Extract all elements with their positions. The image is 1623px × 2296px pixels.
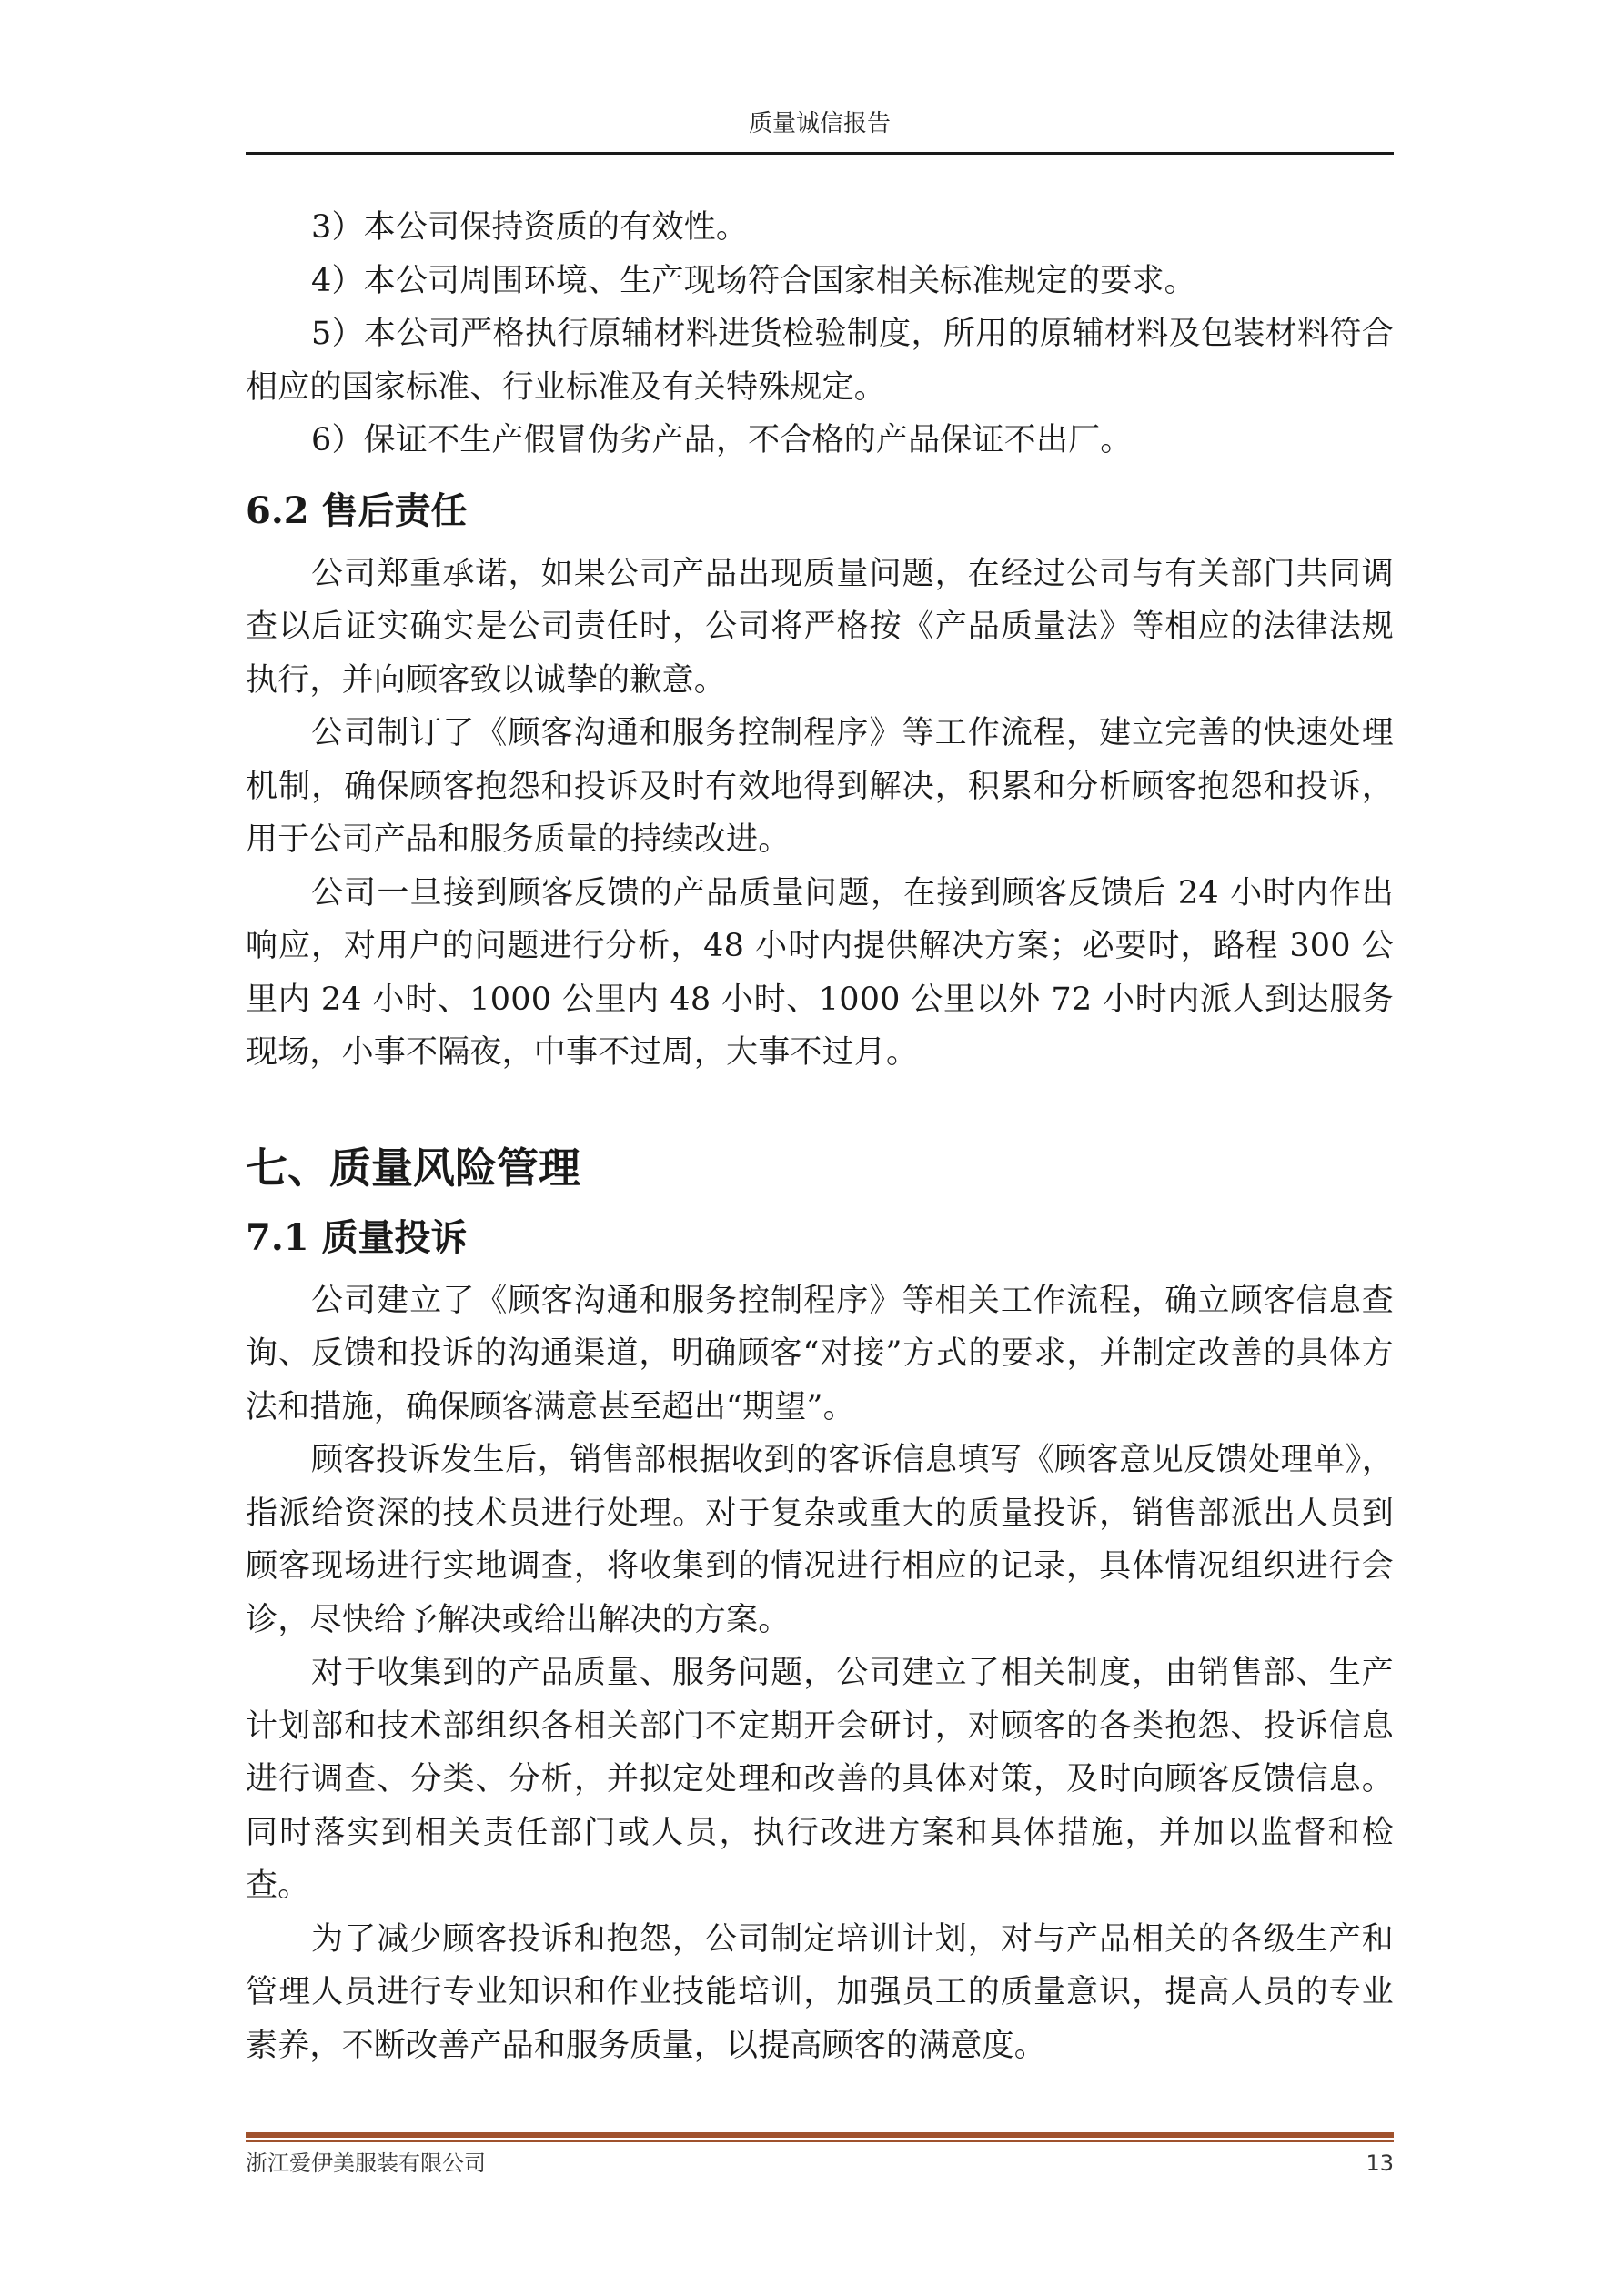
- section-heading-7-1: 7.1 质量投诉: [246, 1215, 468, 1259]
- paragraph: 公司制订了《顾客沟通和服务控制程序》等工作流程，建立完善的快速处理机制，确保顾客抱怨和投诉及时有效地得到解决，积累和分析顾客抱怨和投诉，用于公司产品和服务质量的持续改进。: [246, 715, 1394, 858]
- section-heading-6-2: 6.2 售后责任: [246, 488, 468, 532]
- paragraph: 公司建立了《顾客沟通和服务控制程序》等相关工作流程，确立顾客信息查询、反馈和投诉的沟通渠道，明确顾客“对接”方式的要求，并制定改善的具体方法和措施，确保顾客满意甚至超出“期望”。: [246, 1282, 1394, 1425]
- paragraph: 顾客投诉发生后，销售部根据收到的客诉信息填写《顾客意见反馈处理单》，指派给资深的技术员进行处理。对于复杂或重大的质量投诉，销售部派出人员到顾客现场进行实地调查，将收集到的情况进行相应的记录，具体情况组织进行会诊，尽快给予解决或给出解决的方案。: [246, 1442, 1394, 1638]
- list-item: 6）保证不生产假冒伪劣产品，不合格的产品保证不出厂。: [311, 422, 1133, 458]
- document-body: [246, 201, 1394, 2072]
- list-item: 4）本公司周围环境、生产现场符合国家相关标准规定的要求。: [311, 262, 1196, 299]
- footer-page-number: 13: [1366, 2150, 1394, 2176]
- page-header-title: 质量诚信报告: [748, 110, 891, 137]
- paragraph: 公司一旦接到顾客反馈的产品质量问题，在接到顾客反馈后 24 小时内作出响应，对用户的问题进行分析，48 小时内提供解决方案；必要时，路程 300 公里内 24 小时、1000 公里内 48 小时、1000 公里以外 72 小时内派人到达服务现场，小事不隔夜，中事不过周，大事不过月。: [246, 874, 1394, 1071]
- paragraph: 公司郑重承诺，如果公司产品出现质量问题，在经过公司与有关部门共同调查以后证实确实是公司责任时，公司将严格按《产品质量法》等相应的法律法规执行，并向顾客致以诚挚的歉意。: [246, 555, 1394, 699]
- paragraph: 为了减少顾客投诉和抱怨，公司制定培训计划，对与产品相关的各级生产和管理人员进行专业知识和作业技能培训，加强员工的质量意识，提高人员的专业素养，不断改善产品和服务质量，以提高顾客的满意度。: [246, 1920, 1394, 2064]
- footer-divider: [246, 2132, 1394, 2142]
- list-item: 3）本公司保持资质的有效性。: [311, 209, 749, 246]
- header-divider: [246, 152, 1394, 155]
- chapter-heading-7: 七、质量风险管理: [246, 1143, 580, 1193]
- list-item: 5）本公司严格执行原辅材料进货检验制度，所用的原辅材料及包装材料符合相应的国家标准、行业标准及有关特殊规定。: [246, 316, 1394, 406]
- footer-company-name: 浙江爱伊美服装有限公司: [246, 2150, 486, 2176]
- paragraph: 对于收集到的产品质量、服务问题，公司建立了相关制度，由销售部、生产计划部和技术部组织各相关部门不定期开会研讨，对顾客的各类抱怨、投诉信息进行调查、分类、分析，并拟定处理和改善的具体对策，及时向顾客反馈信息。同时落实到相关责任部门或人员，执行改进方案和具体措施，并加以监督和检查。: [246, 1655, 1394, 1904]
